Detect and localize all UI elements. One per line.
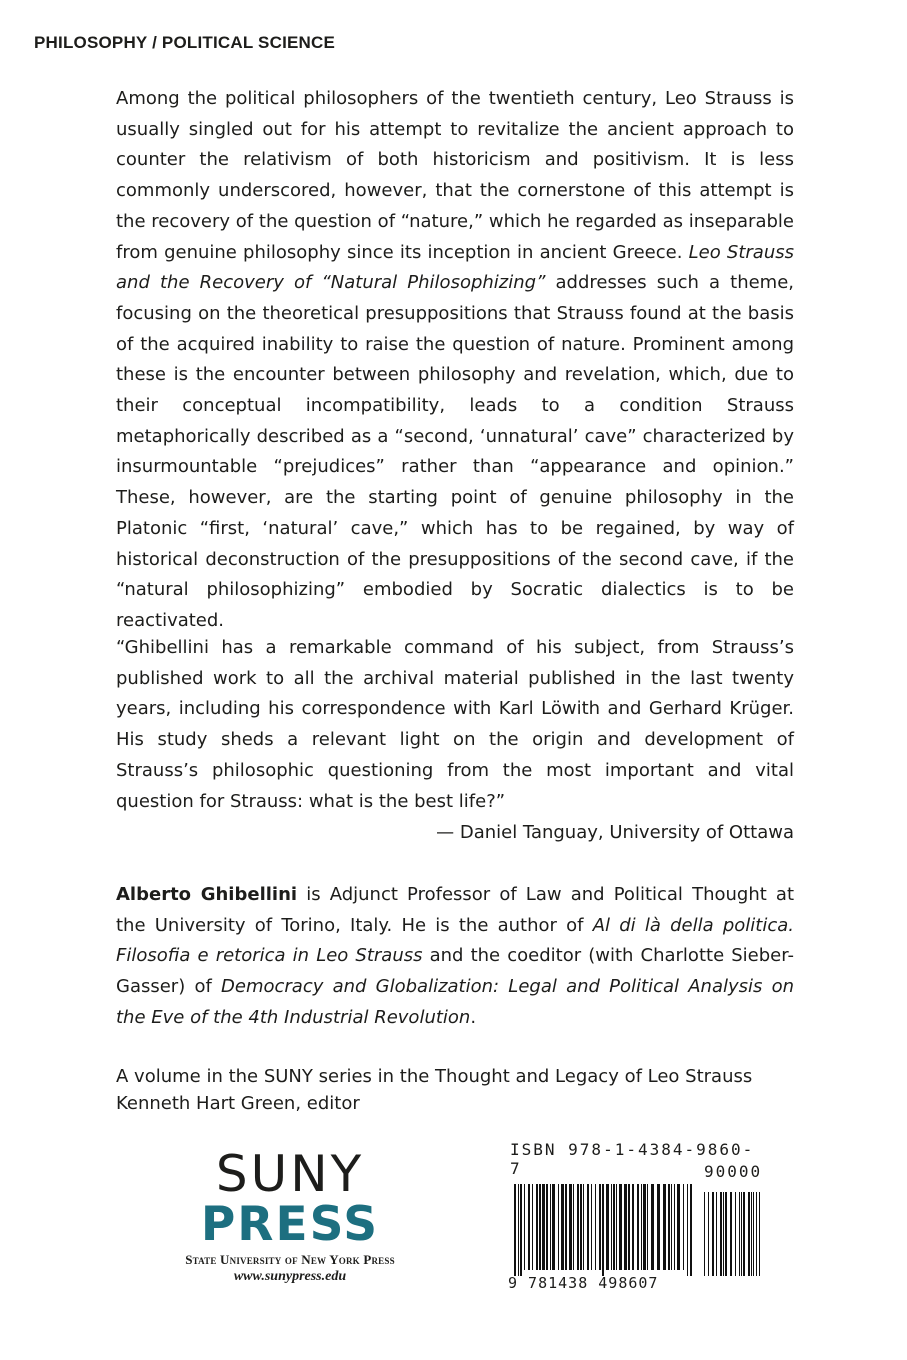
barcode-bar	[524, 1184, 525, 1270]
addon-bar	[720, 1192, 722, 1276]
barcode-bar	[602, 1184, 604, 1276]
quote-attribution: — Daniel Tanguay, University of Ottawa	[436, 822, 794, 843]
addon-bar	[735, 1192, 736, 1276]
barcode-bar	[520, 1184, 522, 1276]
blurb-part-2: addresses such a theme, focusing on the theoretical presuppositions that Strauss found at the basis of the acquired inability to raise the question of nature. Prominent among these is the encounter between philosophy and revelation, which, due to their conceptual incompatibility, leads to a condition Strauss metaphorically described as a “second, ‘unnatural’ cave” characterized by insurmountable “prejudices” rather than “appearance and opinion.” These, however, are the starting point of genuine philosophy in the Platonic “first, ‘natural’ cave,” which has to be regained, by way of historical deconstruction of the presuppositions of the second cave, if the “natural philosophizing” embodied by Socratic dialectics is to be reactivated.	[116, 272, 795, 631]
addon-bar	[743, 1192, 745, 1276]
series-editor: Kenneth Hart Green, editor	[116, 1093, 360, 1114]
barcode-bar	[550, 1184, 551, 1270]
barcode-bar	[657, 1184, 660, 1270]
barcode-bar	[577, 1184, 579, 1270]
addon-bar	[741, 1192, 742, 1276]
barcode-bar	[668, 1184, 670, 1270]
addon-bar	[723, 1192, 724, 1276]
barcode-bar	[595, 1184, 596, 1270]
publisher-name: State University of New York Press	[185, 1252, 395, 1267]
barcode-bar	[528, 1184, 530, 1270]
barcode-bar	[546, 1184, 548, 1270]
barcode-bar	[641, 1184, 642, 1270]
barcode-bar	[624, 1184, 627, 1270]
barcode-bar	[599, 1184, 601, 1270]
barcode-bars	[508, 1184, 764, 1276]
publisher-url: www.sunypress.edu	[233, 1269, 347, 1284]
addon-bar	[712, 1192, 714, 1276]
barcode-bar	[552, 1184, 555, 1270]
barcode-bar	[671, 1184, 672, 1270]
barcode-bar	[628, 1184, 630, 1270]
addon-bar	[751, 1192, 752, 1276]
addon-bar	[756, 1192, 757, 1276]
addon-bar	[753, 1192, 754, 1276]
addon-bar	[704, 1192, 705, 1276]
isbn-barcode	[508, 1140, 764, 1300]
blurb-part-1: Among the political philosophers of the twentieth century, Leo Strauss is usually singled out for his attempt to revitalize the ancient approach to counter the relativism of both historicism and positivism. It is less commonly underscored, however, that the cornerstone of this attempt is the recovery of the question of “nature,” which he regarded as inseparable from genuine philosophy since its inception in ancient Greece.	[116, 88, 794, 263]
addon-bar	[708, 1192, 709, 1276]
barcode-bar	[573, 1184, 574, 1270]
barcode-bar	[690, 1184, 692, 1276]
bio-book-2: Democracy and Globalization: Legal and Political Analysis on the Eve of the 4th Industrial Revolution	[116, 976, 795, 1028]
barcode-bar	[561, 1184, 564, 1270]
barcode-bar	[558, 1184, 559, 1270]
barcode-bar	[606, 1184, 609, 1270]
barcode-bar	[677, 1184, 680, 1270]
series-info	[116, 1063, 752, 1117]
barcode-bar	[514, 1184, 516, 1276]
addon-bar	[730, 1192, 732, 1276]
barcode-bar	[580, 1184, 582, 1270]
barcode-bar	[613, 1184, 615, 1270]
barcode-bar	[591, 1184, 592, 1270]
barcode-bar	[569, 1184, 572, 1270]
barcode-bar	[643, 1184, 646, 1270]
barcode-bar	[651, 1184, 654, 1270]
addon-bar	[725, 1192, 727, 1276]
bio-part-1: is Adjunct Professor of Law and Political Thought at the University of Torino, Italy. He is the author of	[116, 884, 795, 936]
barcode-bar	[583, 1184, 584, 1270]
barcode-bar	[532, 1184, 533, 1270]
bio-part-2: and the coeditor (with Charlotte Sieber-Gasser) of	[116, 945, 794, 998]
barcode-bar	[619, 1184, 622, 1270]
endorsement-quote: “Ghibellini has a remarkable command of his subject, from Strauss’s published work to all the archival material published in the last twenty years, including his correspondence with Karl Löwith and Gerhard Krüger. His study sheds a relevant light on the origin and development of Strauss’s philosophic questioning from the most important and vital question for Strauss: what is the best life?”	[116, 637, 794, 812]
addon-bar	[716, 1192, 717, 1276]
barcode-bar	[542, 1184, 545, 1270]
publisher-logo	[160, 1145, 420, 1285]
barcode-bar	[536, 1184, 538, 1270]
barcode-bar	[616, 1184, 617, 1270]
price-code: 90000	[704, 1162, 763, 1181]
logo-press-text: PRESS	[200, 1197, 380, 1252]
book-title: Leo Strauss and the Recovery of “Natural Philosophizing”	[116, 241, 795, 294]
barcode-bar	[587, 1184, 589, 1270]
barcode-bar	[683, 1184, 684, 1270]
addon-bar	[739, 1192, 740, 1276]
barcode-bar	[518, 1184, 519, 1276]
author-name: Alberto Ghibellini	[116, 884, 298, 905]
description-blurb	[116, 84, 794, 637]
barcode-bar	[674, 1184, 675, 1270]
barcode-bar	[637, 1184, 639, 1270]
barcode-bar	[663, 1184, 666, 1270]
addon-bar	[748, 1192, 750, 1276]
barcode-bar	[647, 1184, 648, 1270]
barcode-bar	[611, 1184, 612, 1270]
barcode-bar	[539, 1184, 541, 1270]
category-label: PHILOSOPHY / POLITICAL SCIENCE	[34, 33, 336, 52]
barcode-bar	[687, 1184, 688, 1276]
isbn-label: ISBN 978-1-4384-9860-7	[510, 1140, 755, 1178]
barcode-digits: 9 781438 498607	[508, 1274, 659, 1292]
author-bio	[116, 880, 794, 1034]
logo-suny-text: SUNY	[215, 1145, 365, 1203]
bio-book-1: Al di là della politica. Filosofia e retorica in Leo Strauss	[116, 914, 794, 967]
series-line: A volume in the SUNY series in the Thought and Legacy of Leo Strauss	[116, 1066, 753, 1087]
bio-part-3: .	[470, 1006, 477, 1028]
addon-bar	[759, 1192, 760, 1276]
barcode-bar	[632, 1184, 634, 1270]
barcode-bar	[565, 1184, 567, 1270]
